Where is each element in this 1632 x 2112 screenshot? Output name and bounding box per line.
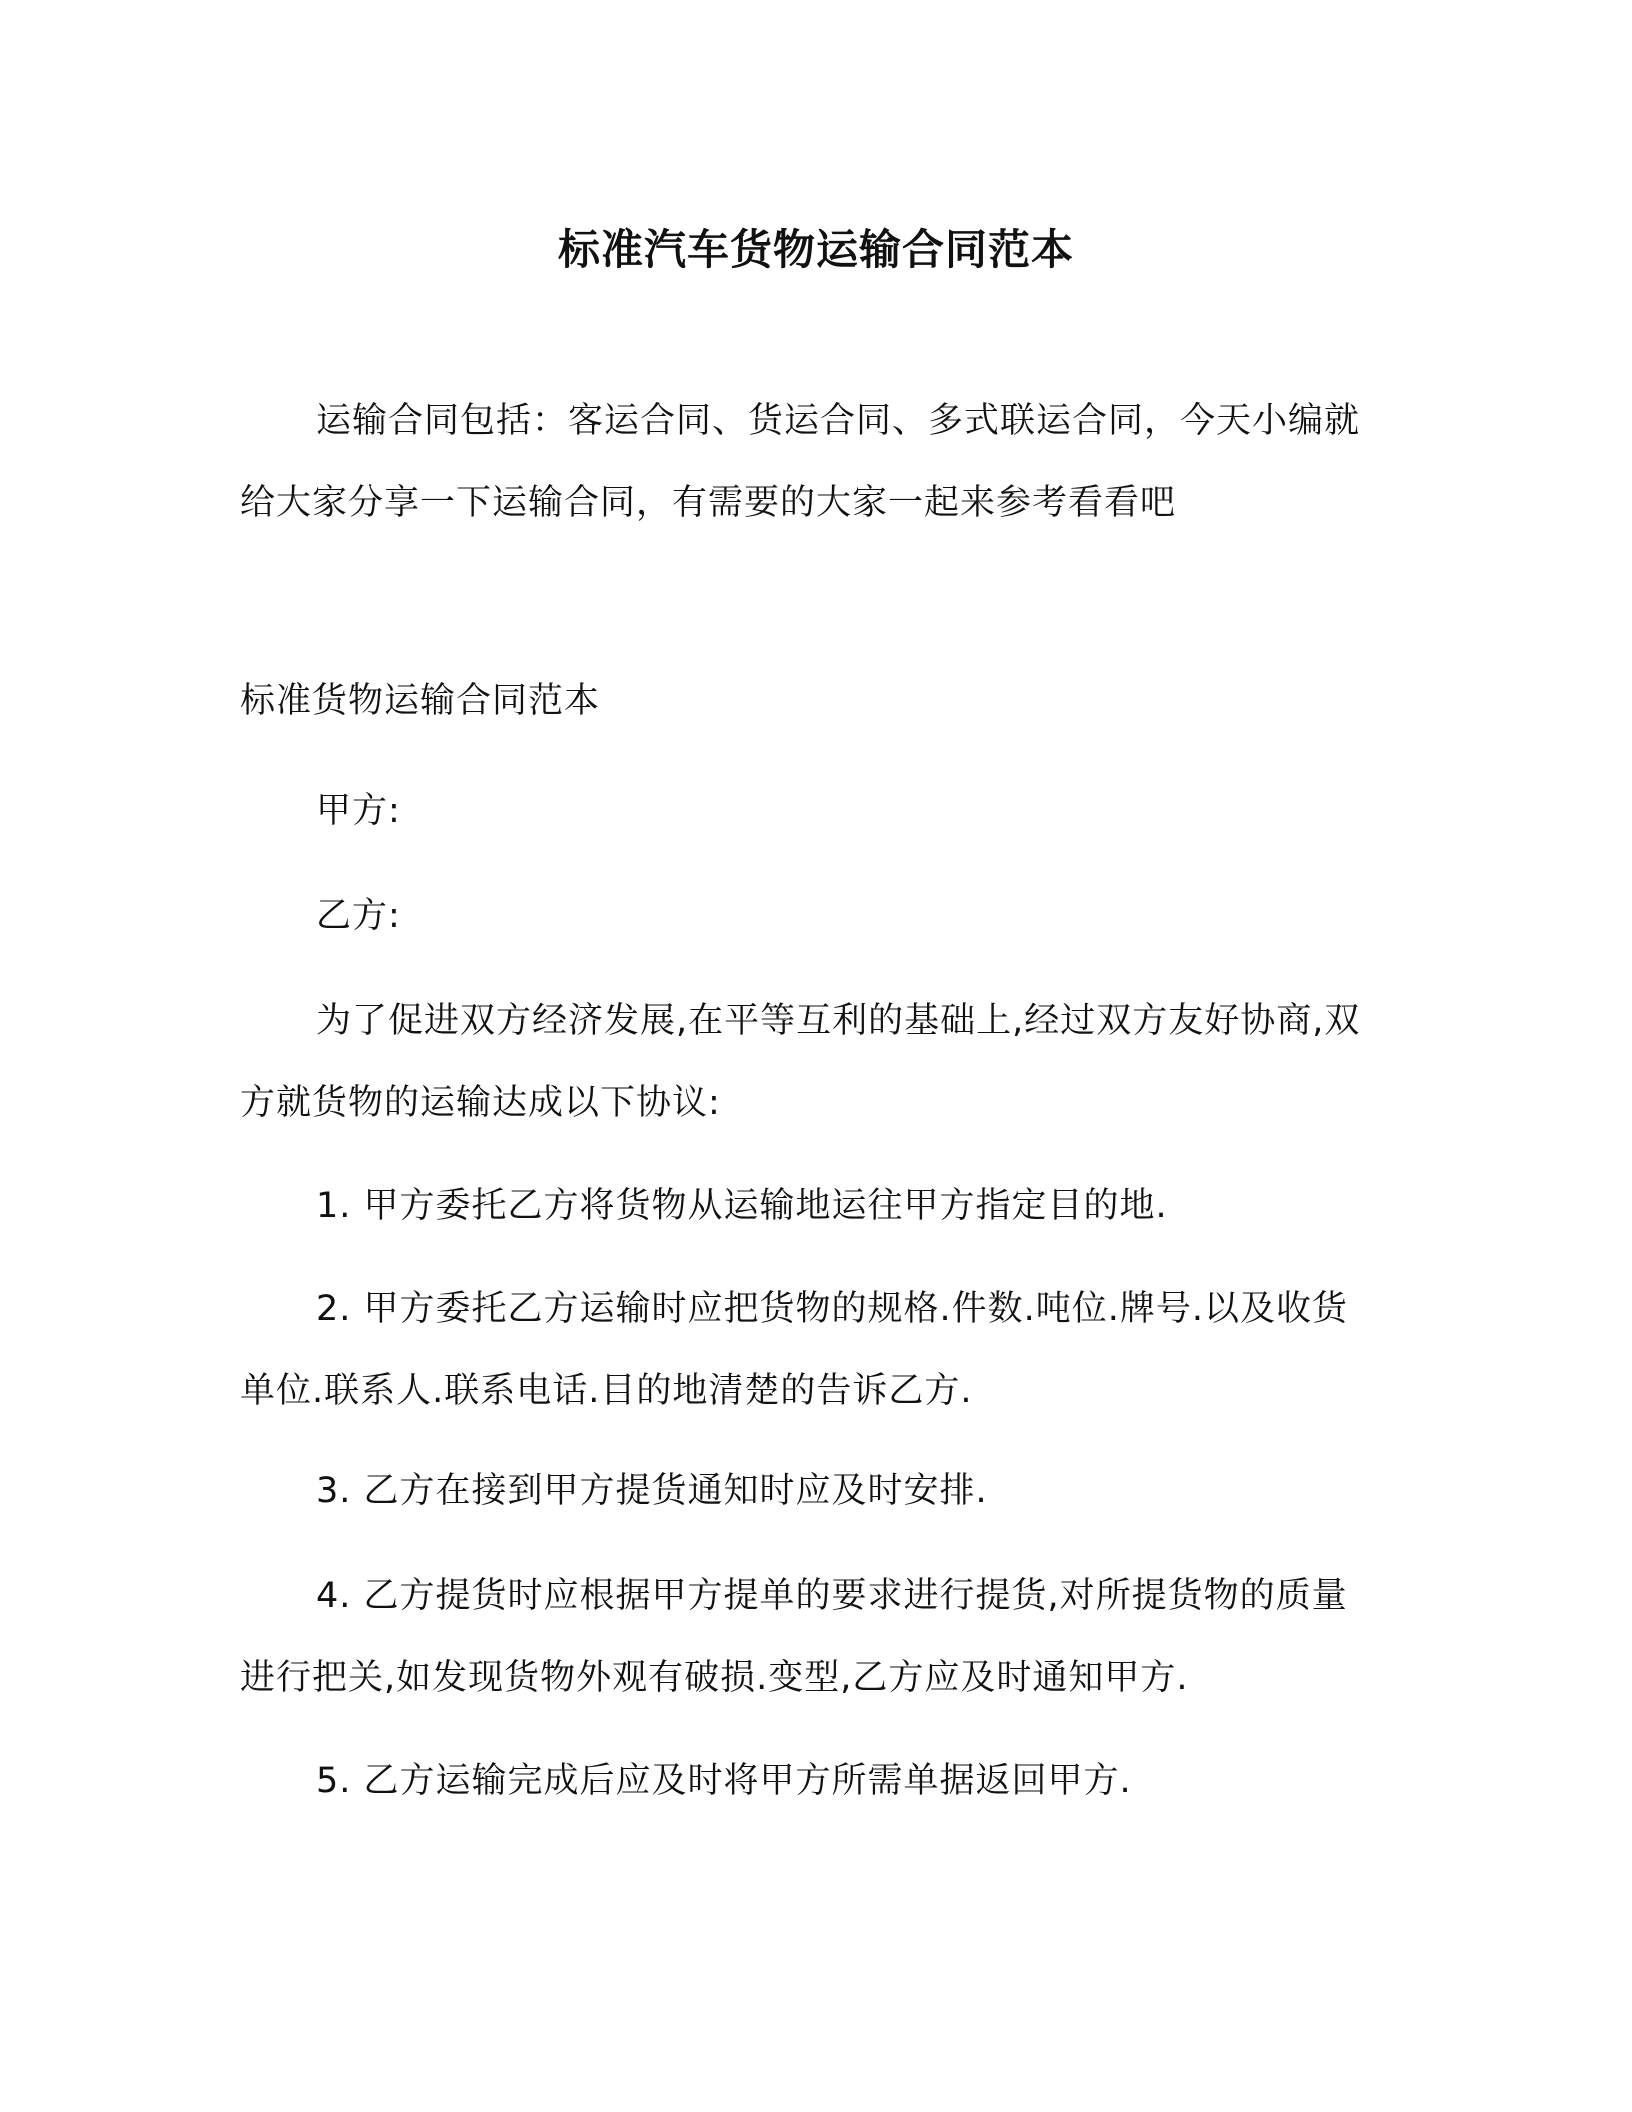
clause-item: 4. 乙方提货时应根据甲方提单的要求进行提货,对所提货物的质量进行把关,如发现货物外观有破损.变型,乙方应及时通知甲方. — [240, 1576, 1348, 1698]
intro-paragraph: 运输合同包括：客运合同、货运合同、多式联运合同，今天小编就给大家分享一下运输合同，有需要的大家一起来参考看看吧 — [240, 401, 1361, 523]
clause-item: 1. 甲方委托乙方将货物从运输地运往甲方指定目的地. — [316, 1186, 1168, 1226]
party-b-line: 乙方: — [316, 896, 401, 936]
clause-item: 3. 乙方在接到甲方提货通知时应及时安排. — [316, 1471, 988, 1511]
purpose-paragraph: 为了促进双方经济发展,在平等互利的基础上,经过双方友好协商,双方就货物的运输达成以下协议: — [240, 1001, 1361, 1123]
party-a-line: 甲方: — [316, 791, 401, 831]
document-title: 标准汽车货物运输合同范本 — [557, 225, 1074, 274]
contract-subtitle: 标准货物运输合同范本 — [240, 681, 601, 721]
clause-item: 2. 甲方委托乙方运输时应把货物的规格.件数.吨位.牌号.以及收货单位.联系人.联系电话.目的地清楚的告诉乙方. — [240, 1289, 1349, 1411]
clause-item: 5. 乙方运输完成后应及时将甲方所需单据返回甲方. — [316, 1761, 1132, 1801]
